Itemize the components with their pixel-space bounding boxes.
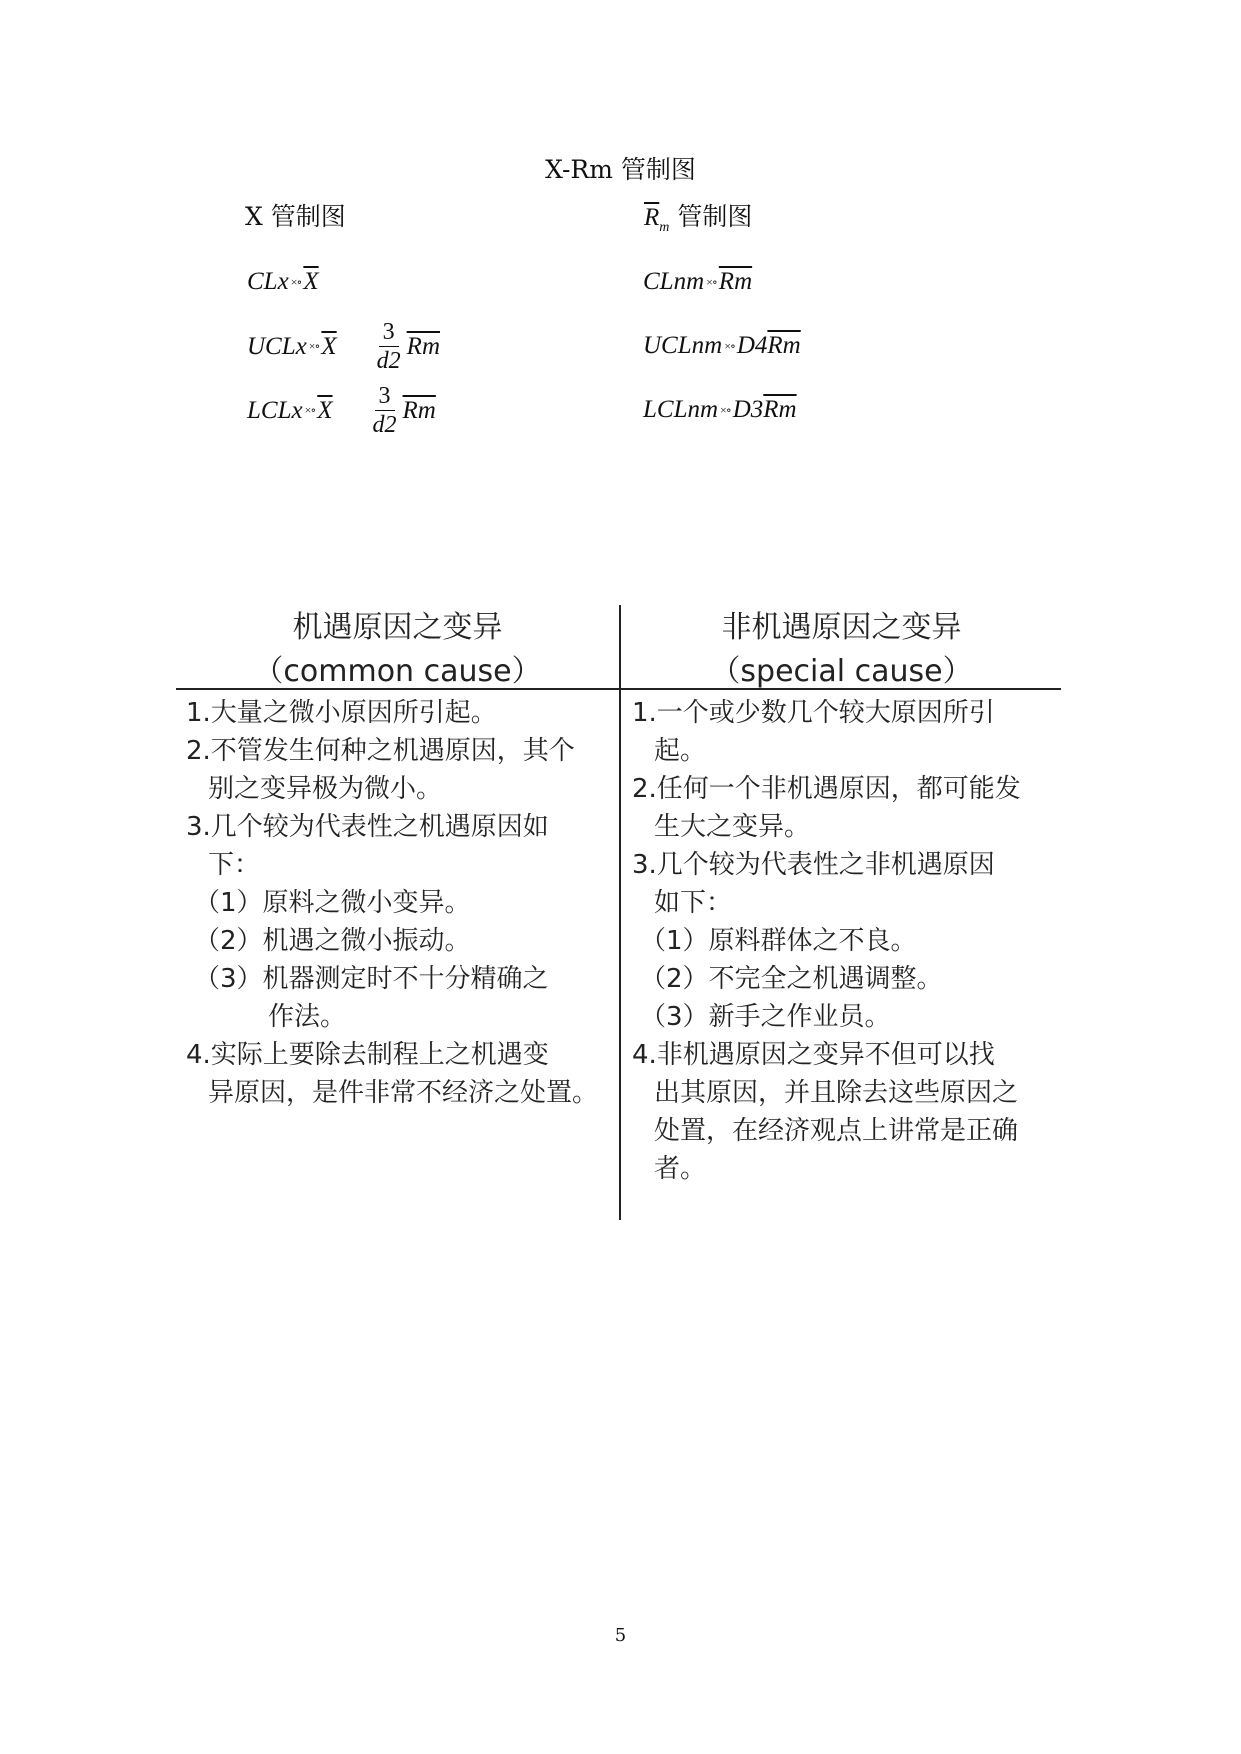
column-divider bbox=[619, 605, 621, 1220]
list-item: （2）不完全之机遇调整。 bbox=[640, 964, 943, 994]
right-heading: 非机遇原因之变异 bbox=[721, 610, 962, 645]
list-item: 1.大量之微小原因所引起。 bbox=[186, 698, 497, 728]
lclnm-formula: LCLnm ×∘ D3 $\overline{Rm}$ bbox=[643, 396, 797, 423]
clx-formula: CLx ×∘ $\overline{X}$ bbox=[247, 268, 319, 295]
list-item: 3.几个较为代表性之非机遇原因 如下： bbox=[632, 850, 995, 918]
right-column-header bbox=[620, 606, 1063, 694]
formula-title: X-Rm 管制图 bbox=[545, 155, 696, 184]
list-item: （1）原料群体之不良。 bbox=[640, 926, 917, 956]
fraction: $\frac{3}{d2}$ bbox=[376, 319, 401, 374]
rm-symbol: $\overline{R}$ bbox=[644, 204, 660, 231]
list-item: （3）新手之作业员。 bbox=[640, 1002, 891, 1032]
page-number: 5 bbox=[614, 1625, 627, 1646]
list-item: （2）机遇之微小振动。 bbox=[194, 926, 471, 956]
left-column-body bbox=[186, 694, 616, 1112]
list-item: 4.实际上要除去制程上之机遇变 异原因，是件非常不经济之处置。 bbox=[186, 1040, 599, 1108]
list-item: （1）原料之微小变异。 bbox=[194, 888, 471, 918]
lclx-formula: LCLx ×∘ $\overline{X}$ $\frac{3}{d2}$ $\overline{Rm}$ bbox=[247, 383, 436, 438]
list-item: 2.任何一个非机遇原因，都可能发 生大之变异。 bbox=[632, 774, 1021, 842]
rm-chart-heading: $\overline{R}_m$ 管制图 bbox=[644, 202, 753, 235]
fraction: $\frac{3}{d2}$ bbox=[372, 383, 397, 438]
left-heading: 机遇原因之变异 bbox=[292, 610, 503, 645]
right-subheading: （special cause） bbox=[710, 654, 973, 689]
list-item: 4.非机遇原因之变异不但可以找 出其原因，并且除去这些原因之 处置，在经济观点上讲常是正确 者。 bbox=[632, 1040, 1019, 1184]
left-column-header bbox=[176, 606, 619, 694]
left-subheading: （common cause） bbox=[253, 654, 542, 689]
clnm-formula: CLnm ×∘ $\overline{Rm}$ bbox=[643, 268, 753, 295]
uclnm-formula: UCLnm ×∘ D4 $\overline{Rm}$ bbox=[643, 332, 801, 359]
list-item: 2.不管发生何种之机遇原因，其个 别之变异极为微小。 bbox=[186, 736, 575, 804]
x-chart-heading: X 管制图 bbox=[245, 202, 346, 231]
uclx-formula: UCLx ×∘ $\overline{X}$ $\frac{3}{d2}$ $\overline{Rm}$ bbox=[247, 319, 440, 374]
list-item: 3.几个较为代表性之机遇原因如 下： bbox=[186, 812, 549, 880]
list-item: （3）机器测定时不十分精确之 作法。 bbox=[194, 964, 549, 1032]
right-column-body bbox=[632, 694, 1060, 1188]
list-item: 1.一个或少数几个较大原因所引 起。 bbox=[632, 698, 995, 766]
